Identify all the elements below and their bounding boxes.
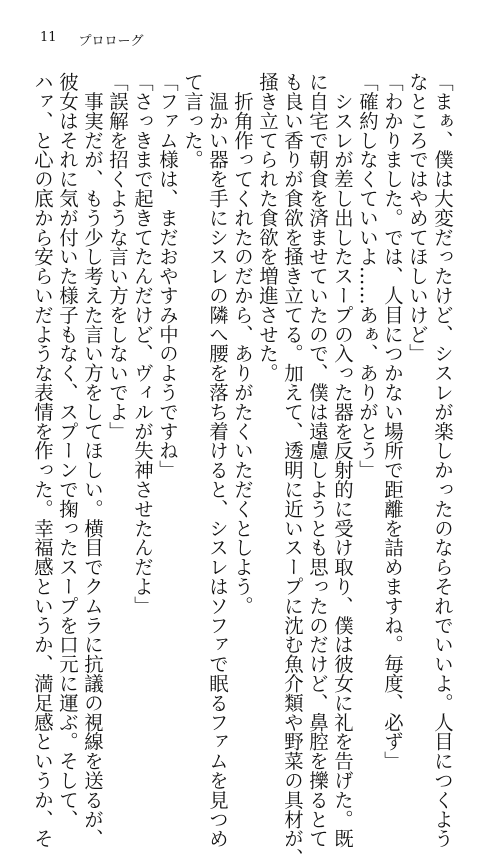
- chapter-title: プロローグ: [78, 34, 144, 49]
- text-line: 「ファム様は、まだおやすみ中のようですね」: [156, 72, 179, 480]
- text-line: 彼女はそれに気が付いた様子もなく、スプーンで掬ったスープを口元に運ぶ。そして、: [56, 72, 79, 829]
- text-line: 事実だが、もう少し考えた言い方をしてほしい。横目でクムラに抗議の視線を送るが、: [81, 72, 104, 848]
- text-line: 掻き立てられた食欲を増進させた。: [256, 72, 279, 383]
- text-line: も良い香りが食欲を掻き立てる。加えて、透明に近いスープに沈む魚介類や野菜の具材が、: [281, 72, 304, 867]
- page-number: 11: [40, 30, 57, 45]
- text-line: 折角作ってくれたのだから、ありがたくいただくとしよう。: [231, 72, 254, 616]
- text-line: 「確約しなくていいよ……あぁ、ありがとう」: [356, 72, 379, 480]
- text-line: て言った。: [181, 72, 204, 169]
- text-line: 「まぁ、僕は大変だったけど、シスレが楽しかったのならそれでいいよ。人目につくよう: [431, 72, 454, 848]
- text-line: 温かい器を手にシスレの隣へ腰を落ち着けると、シスレはソファで眠るファムを見つめ: [206, 72, 229, 848]
- text-line: なところではやめてほしいけど」: [406, 72, 429, 363]
- page-header: [40, 30, 144, 49]
- text-line: 「さっきまで起きてたんだけど、ヴィルが失神させたんだよ」: [131, 72, 154, 616]
- text-line: に自宅で朝食を済ませていたので、僕は遠慮しようとも思ったのだけど、鼻腔を擽るとて: [306, 72, 329, 848]
- body-text: [31, 72, 455, 867]
- text-line: シスレが差し出したスープの入った器を反射的に受け取り、僕は彼女に礼を告げた。既: [331, 72, 354, 848]
- text-line: 「わかりました。では、人目につかない場所で距離を詰めますね。毎度、必ず」: [381, 72, 404, 771]
- text-line: ハァ、と心の底から安らいだような表情を作った。幸福感というか、満足感というか、そ: [31, 72, 54, 848]
- text-line: 「誤解を招くような言い方をしないでよ」: [106, 72, 129, 441]
